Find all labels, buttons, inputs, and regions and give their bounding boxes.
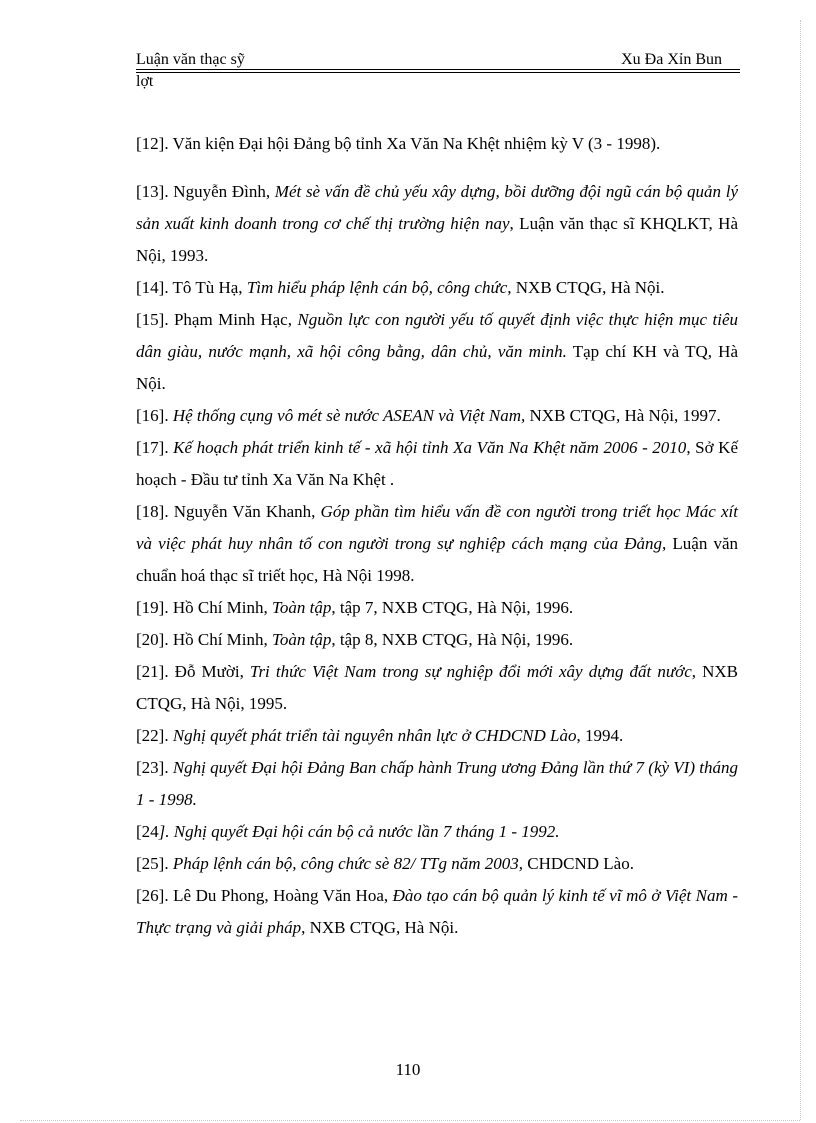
reference-number: [13]. [136,182,169,201]
reference-text: , tập 7, NXB CTQG, Hà Nội, 1996. [331,598,574,617]
reference-title: Mét sè vấn đề chủ yếu xây dựng, bồi dưỡng đội ngũ cán bộ quản lý sản xuất kinh doanh trong cơ chế thị trường hiện nay [136,182,738,233]
reference-title: Toàn tập [272,630,332,649]
reference-item [136,496,738,592]
reference-title: Góp phần tìm hiểu vấn đề con người trong triết học Mác xít và việc phát huy nhân tố con người trong sự nghiệp cách mạng của Đảng [136,502,738,553]
reference-list [136,128,738,944]
reference-text: , 1994. [576,726,624,745]
reference-number: [18]. [136,502,169,521]
reference-item [136,880,738,944]
reference-title: Đào tạo cán bộ quản lý kinh tế vĩ mô ở Việt Nam - Thực trạng và giải pháp [136,886,738,937]
reference-text: Lê Du Phong, Hoàng Văn Hoa, [168,886,393,905]
reference-title: Toàn tập [272,598,332,617]
reference-item [136,720,738,752]
reference-text: Nguyễn Văn Khanh, [168,502,321,521]
running-header [136,50,740,70]
page-edge-right [800,20,801,1120]
reference-text: Đỗ Mười, [168,662,250,681]
reference-number: [26]. [136,886,169,905]
reference-text: , NXB CTQG, Hà Nội, 1995. [136,662,738,713]
reference-number: [24 [136,822,159,841]
reference-text: Nguyễn Đình, [168,182,275,201]
reference-number: [22]. [136,726,169,745]
reference-number: [12]. [136,134,169,153]
reference-text: , tập 8, NXB CTQG, Hà Nội, 1996. [331,630,574,649]
reference-title: Kế hoạch phát triển kinh tế - xã hội tỉnh Xa Văn Na Khệt năm 2006 - 2010 [173,438,687,457]
reference-number: [21]. [136,662,169,681]
reference-title: Pháp lệnh cán bộ, công chức sè 82/ TTg năm 2003, [172,854,524,873]
reference-item [136,624,738,656]
reference-text: Hồ Chí Minh, [168,630,273,649]
reference-text: , Luận văn chuẩn hoá thạc sĩ triết học, Hà Nội 1998. [136,534,738,585]
reference-title: Tìm hiểu pháp lệnh cán bộ, công chức [246,278,508,297]
reference-item [136,592,738,624]
reference-title: ]. Nghị quyết Đại hội cán bộ cả nước lần 7 tháng 1 - 1992. [158,822,560,841]
header-rule [136,69,740,70]
header-author: Xu Đa Xỉn Bun [621,51,722,68]
reference-text: , Sở Kế hoạch - Đầu tư tỉnh Xa Văn Na Khệt . [136,438,738,489]
reference-number: [14]. [136,278,169,297]
reference-number: [17]. [136,438,169,457]
reference-number: [25]. [136,854,169,873]
reference-text: , Luận văn thạc sĩ KHQLKT, Hà Nội, 1993. [136,214,738,265]
reference-number: [19]. [136,598,169,617]
reference-title: Nghị quyết Đại hội Đảng Ban chấp hành Trung ương Đảng lần thứ 7 (kỳ VI) tháng 1 - 1998. [136,758,738,809]
reference-item [136,272,738,304]
reference-number: [15]. [136,310,169,329]
reference-number: [23]. [136,758,169,777]
reference-title: Hệ thống cụng vô mét sè nước ASEAN và Việt Nam, [172,406,526,425]
header-left-text: Luận văn thạc sỹ [136,51,245,68]
header-wrap-text: lợt [136,73,154,90]
reference-text: CHDCND Lào. [523,854,634,873]
reference-text: , NXB CTQG, Hà Nội. [301,918,459,937]
reference-title: Tri thức Việt Nam trong sự nghiệp đổi mới xây dựng đất nước [249,662,692,681]
reference-item [136,176,738,272]
reference-item [136,752,738,816]
reference-text: Hồ Chí Minh, [168,598,273,617]
reference-item [136,432,738,496]
reference-item [136,656,738,720]
reference-text: Tạp chí KH và TQ, Hà Nội. [136,342,739,393]
reference-text: Tô Tù Hạ, [168,278,247,297]
reference-title: Nguồn lực con người yếu tố quyết định việc thực hiện mục tiêu dân giàu, nước mạnh, xã hội công bằng, dân chủ, văn minh. [136,310,738,361]
page-edge-bottom [20,1120,800,1121]
reference-text: Phạm Minh Hạc, [168,310,298,329]
page-number: 110 [395,1060,421,1079]
reference-item [136,400,738,432]
reference-number: [20]. [136,630,169,649]
reference-item [136,304,738,400]
reference-item [136,816,738,848]
reference-number: [16]. [136,406,169,425]
reference-text: Văn kiện Đại hội Đảng bộ tỉnh Xa Văn Na Khệt nhiệm kỳ V (3 - 1998). [168,134,661,153]
header-rule-double [136,72,740,73]
reference-item [136,128,738,160]
reference-item [136,848,738,880]
reference-text: , NXB CTQG, Hà Nội. [507,278,665,297]
reference-text: NXB CTQG, Hà Nội, 1997. [525,406,721,425]
reference-title: Nghị quyết phát triển tài nguyên nhân lực ở CHDCND Lào [172,726,577,745]
